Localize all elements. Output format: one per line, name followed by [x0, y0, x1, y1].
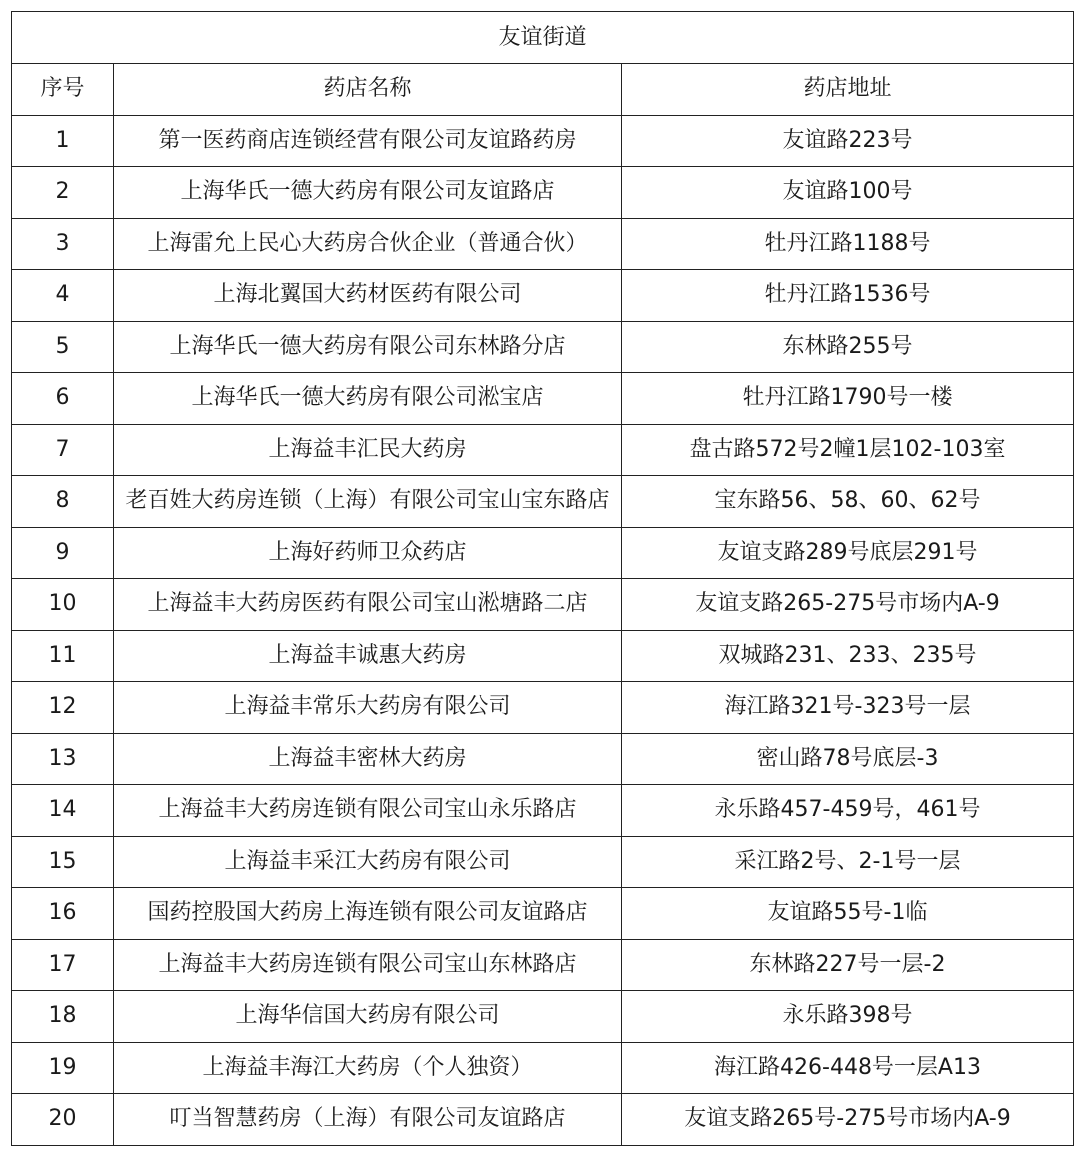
- table-row: [12, 321, 1074, 373]
- pharmacy-name: 第一医药商店连锁经营有限公司友谊路药房: [114, 115, 622, 167]
- pharmacy-address: 友谊支路265-275号市场内A-9: [622, 579, 1074, 631]
- row-index: 5: [12, 321, 114, 373]
- pharmacy-name: 上海益丰诚惠大药房: [114, 630, 622, 682]
- header-address: 药店地址: [622, 64, 1074, 116]
- table-row: [12, 167, 1074, 219]
- pharmacy-address: 宝东路56、58、60、62号: [622, 476, 1074, 528]
- header-index: 序号: [12, 64, 114, 116]
- pharmacy-table: [11, 11, 1074, 1146]
- pharmacy-address: 永乐路398号: [622, 991, 1074, 1043]
- table-row: [12, 733, 1074, 785]
- table-row: [12, 939, 1074, 991]
- row-index: 12: [12, 682, 114, 734]
- pharmacy-address: 友谊路55号-1临: [622, 888, 1074, 940]
- table-row: [12, 115, 1074, 167]
- row-index: 7: [12, 424, 114, 476]
- header-row: [12, 64, 1074, 116]
- pharmacy-address: 海江路321号-323号一层: [622, 682, 1074, 734]
- pharmacy-name: 上海华氏一德大药房有限公司友谊路店: [114, 167, 622, 219]
- row-index: 8: [12, 476, 114, 528]
- pharmacy-address: 东林路255号: [622, 321, 1074, 373]
- table-title: 友谊街道: [12, 12, 1074, 64]
- pharmacy-address: 友谊支路289号底层291号: [622, 527, 1074, 579]
- row-index: 20: [12, 1094, 114, 1146]
- pharmacy-name: 国药控股国大药房上海连锁有限公司友谊路店: [114, 888, 622, 940]
- row-index: 19: [12, 1042, 114, 1094]
- pharmacy-address: 牡丹江路1188号: [622, 218, 1074, 270]
- pharmacy-name: 上海雷允上民心大药房合伙企业（普通合伙）: [114, 218, 622, 270]
- row-index: 3: [12, 218, 114, 270]
- row-index: 1: [12, 115, 114, 167]
- pharmacy-name: 上海华氏一德大药房有限公司淞宝店: [114, 373, 622, 425]
- pharmacy-name: 上海益丰采江大药房有限公司: [114, 836, 622, 888]
- row-index: 10: [12, 579, 114, 631]
- table-row: [12, 218, 1074, 270]
- pharmacy-name: 上海益丰汇民大药房: [114, 424, 622, 476]
- pharmacy-name: 上海好药师卫众药店: [114, 527, 622, 579]
- pharmacy-name: 上海益丰海江大药房（个人独资）: [114, 1042, 622, 1094]
- header-name: 药店名称: [114, 64, 622, 116]
- pharmacy-name: 上海华信国大药房有限公司: [114, 991, 622, 1043]
- pharmacy-name: 上海华氏一德大药房有限公司东林路分店: [114, 321, 622, 373]
- pharmacy-address: 牡丹江路1536号: [622, 270, 1074, 322]
- table-row: [12, 991, 1074, 1043]
- pharmacy-address: 永乐路457-459号，461号: [622, 785, 1074, 837]
- table-row: [12, 424, 1074, 476]
- table-row: [12, 888, 1074, 940]
- row-index: 11: [12, 630, 114, 682]
- pharmacy-name: 上海益丰大药房连锁有限公司宝山东林路店: [114, 939, 622, 991]
- table-row: [12, 1094, 1074, 1146]
- pharmacy-name: 上海益丰常乐大药房有限公司: [114, 682, 622, 734]
- pharmacy-name: 上海益丰大药房连锁有限公司宝山永乐路店: [114, 785, 622, 837]
- pharmacy-address: 盘古路572号2幢1层102-103室: [622, 424, 1074, 476]
- row-index: 4: [12, 270, 114, 322]
- row-index: 16: [12, 888, 114, 940]
- table-row: [12, 579, 1074, 631]
- row-index: 17: [12, 939, 114, 991]
- row-index: 9: [12, 527, 114, 579]
- row-index: 15: [12, 836, 114, 888]
- table-row: [12, 630, 1074, 682]
- pharmacy-address: 海江路426-448号一层A13: [622, 1042, 1074, 1094]
- table-row: [12, 373, 1074, 425]
- row-index: 2: [12, 167, 114, 219]
- pharmacy-address: 牡丹江路1790号一楼: [622, 373, 1074, 425]
- pharmacy-address: 友谊路100号: [622, 167, 1074, 219]
- row-index: 18: [12, 991, 114, 1043]
- pharmacy-name: 老百姓大药房连锁（上海）有限公司宝山宝东路店: [114, 476, 622, 528]
- table-row: [12, 785, 1074, 837]
- table-row: [12, 476, 1074, 528]
- table-row: [12, 1042, 1074, 1094]
- title-row: [12, 12, 1074, 64]
- pharmacy-address: 友谊路223号: [622, 115, 1074, 167]
- row-index: 14: [12, 785, 114, 837]
- pharmacy-name: 叮当智慧药房（上海）有限公司友谊路店: [114, 1094, 622, 1146]
- pharmacy-address: 双城路231、233、235号: [622, 630, 1074, 682]
- pharmacy-address: 东林路227号一层-2: [622, 939, 1074, 991]
- row-index: 6: [12, 373, 114, 425]
- pharmacy-address: 友谊支路265号-275号市场内A-9: [622, 1094, 1074, 1146]
- pharmacy-name: 上海北翼国大药材医药有限公司: [114, 270, 622, 322]
- pharmacy-address: 采江路2号、2-1号一层: [622, 836, 1074, 888]
- pharmacy-table-body: [12, 12, 1074, 1146]
- table-row: [12, 527, 1074, 579]
- pharmacy-name: 上海益丰密林大药房: [114, 733, 622, 785]
- table-row: [12, 682, 1074, 734]
- row-index: 13: [12, 733, 114, 785]
- pharmacy-name: 上海益丰大药房医药有限公司宝山淞塘路二店: [114, 579, 622, 631]
- pharmacy-table-sheet: [11, 11, 1073, 1146]
- pharmacy-address: 密山路78号底层-3: [622, 733, 1074, 785]
- table-row: [12, 270, 1074, 322]
- table-row: [12, 836, 1074, 888]
